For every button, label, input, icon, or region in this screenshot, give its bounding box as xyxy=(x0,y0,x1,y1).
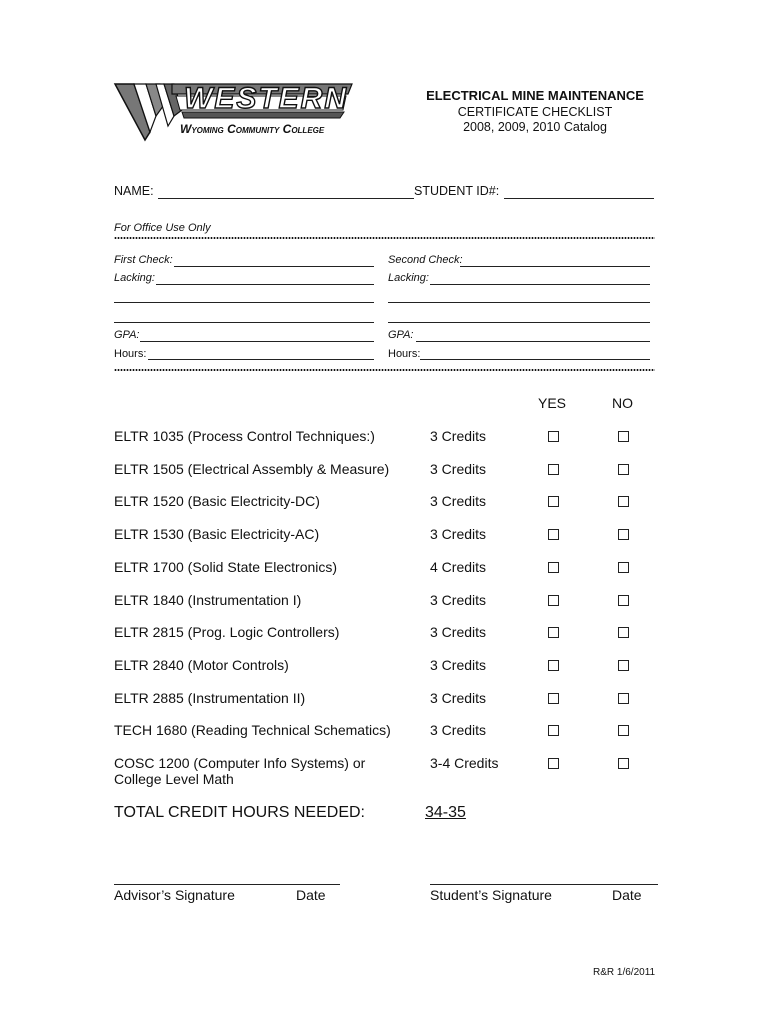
yes-checkbox[interactable] xyxy=(548,464,559,475)
course-credits: 3 Credits xyxy=(430,592,487,608)
gpa-label-right: GPA: xyxy=(388,329,414,341)
total-credits-value: 34-35 xyxy=(425,804,466,821)
course-credits: 3 Credits xyxy=(430,624,487,640)
form-title: ELECTRICAL MINE MAINTENANCE xyxy=(426,88,644,103)
course-name: ELTR 2840 (Motor Controls) xyxy=(114,657,289,673)
yes-checkbox[interactable] xyxy=(548,431,559,442)
course-name: ELTR 2815 (Prog. Logic Controllers) xyxy=(114,624,340,640)
course-name: COSC 1200 (Computer Info Systems) or xyxy=(114,755,366,771)
course-credits: 3-4 Credits xyxy=(430,755,499,771)
no-checkbox[interactable] xyxy=(618,496,629,507)
no-checkbox[interactable] xyxy=(618,529,629,540)
no-checkbox[interactable] xyxy=(618,595,629,606)
student-id-field[interactable] xyxy=(504,198,654,199)
lacking-label-right: Lacking: xyxy=(388,272,429,284)
logo-wordmark: WESTERN xyxy=(184,82,348,115)
yes-checkbox[interactable] xyxy=(548,693,559,704)
name-label: NAME: xyxy=(114,184,154,198)
course-credits: 3 Credits xyxy=(430,428,487,444)
divider-stars-bottom xyxy=(114,368,655,372)
yes-checkbox[interactable] xyxy=(548,529,559,540)
college-logo xyxy=(112,80,357,146)
student-signature-line[interactable] xyxy=(430,884,658,885)
course-credits: 3 Credits xyxy=(430,657,487,673)
course-credits: 3 Credits xyxy=(430,493,487,509)
course-credits: 3 Credits xyxy=(430,526,487,542)
hours-label-left: Hours: xyxy=(114,348,147,360)
lacking-extra-line-right-2[interactable] xyxy=(388,322,650,323)
form-subtitle: CERTIFICATE CHECKLIST xyxy=(457,105,613,119)
yes-checkbox[interactable] xyxy=(548,562,559,573)
lacking-extra-line-left-1[interactable] xyxy=(114,302,374,303)
gpa-field-right[interactable] xyxy=(416,341,650,342)
yes-checkbox[interactable] xyxy=(548,758,559,769)
form-catalog: 2008, 2009, 2010 Catalog xyxy=(463,120,607,134)
lacking-field-left[interactable] xyxy=(156,284,374,285)
no-checkbox[interactable] xyxy=(618,464,629,475)
no-checkbox[interactable] xyxy=(618,758,629,769)
first-check-label: First Check: xyxy=(114,254,173,266)
student-date-label: Date xyxy=(612,887,642,903)
advisor-signature-line[interactable] xyxy=(114,884,340,885)
yes-checkbox[interactable] xyxy=(548,627,559,638)
no-checkbox[interactable] xyxy=(618,660,629,671)
no-checkbox[interactable] xyxy=(618,627,629,638)
total-credits-label: TOTAL CREDIT HOURS NEEDED: xyxy=(114,804,365,821)
yes-column-header: YES xyxy=(538,395,567,411)
student-signature-label: Student’s Signature xyxy=(430,887,552,903)
course-name: ELTR 1520 (Basic Electricity-DC) xyxy=(114,493,320,509)
no-checkbox[interactable] xyxy=(618,562,629,573)
lacking-field-right[interactable] xyxy=(430,284,650,285)
student-id-label: STUDENT ID#: xyxy=(414,184,500,198)
yes-checkbox[interactable] xyxy=(548,725,559,736)
no-checkbox[interactable] xyxy=(618,431,629,442)
course-credits: 3 Credits xyxy=(430,690,487,706)
course-name: TECH 1680 (Reading Technical Schematics) xyxy=(114,722,391,738)
no-column-header: NO xyxy=(612,395,633,411)
second-check-label: Second Check: xyxy=(388,254,463,266)
advisor-date-label: Date xyxy=(296,887,326,903)
course-name: ELTR 1700 (Solid State Electronics) xyxy=(114,559,338,575)
no-checkbox[interactable] xyxy=(618,693,629,704)
course-name: ELTR 1530 (Basic Electricity-AC) xyxy=(114,526,320,542)
hours-label-right: Hours: xyxy=(388,348,421,360)
gpa-label-left: GPA: xyxy=(114,329,140,341)
course-credits: 4 Credits xyxy=(430,559,487,575)
course-name: ELTR 2885 (Instrumentation II) xyxy=(114,690,306,706)
lacking-extra-line-right-1[interactable] xyxy=(388,302,650,303)
yes-checkbox[interactable] xyxy=(548,496,559,507)
hours-field-left[interactable] xyxy=(148,359,374,360)
course-name-continued: College Level Math xyxy=(114,771,234,787)
advisor-signature-label: Advisor’s Signature xyxy=(114,887,235,903)
lacking-label-left: Lacking: xyxy=(114,272,155,284)
divider-stars-top xyxy=(114,236,655,240)
course-credits: 3 Credits xyxy=(430,461,487,477)
lacking-extra-line-left-2[interactable] xyxy=(114,322,374,323)
first-check-field[interactable] xyxy=(174,266,374,267)
course-name: ELTR 1035 (Process Control Techniques:) xyxy=(114,428,375,444)
course-credits: 3 Credits xyxy=(430,722,487,738)
yes-checkbox[interactable] xyxy=(548,660,559,671)
revision-note: R&R 1/6/2011 xyxy=(593,967,656,978)
office-use-label: For Office Use Only xyxy=(114,222,211,234)
hours-field-right[interactable] xyxy=(420,359,650,360)
no-checkbox[interactable] xyxy=(618,725,629,736)
name-field[interactable] xyxy=(158,198,414,199)
logo-subtitle: Wyoming Community College xyxy=(180,122,325,136)
course-name: ELTR 1840 (Instrumentation I) xyxy=(114,592,302,608)
yes-checkbox[interactable] xyxy=(548,595,559,606)
course-name: ELTR 1505 (Electrical Assembly & Measure) xyxy=(114,461,390,477)
gpa-field-left[interactable] xyxy=(140,341,374,342)
second-check-field[interactable] xyxy=(460,266,650,267)
